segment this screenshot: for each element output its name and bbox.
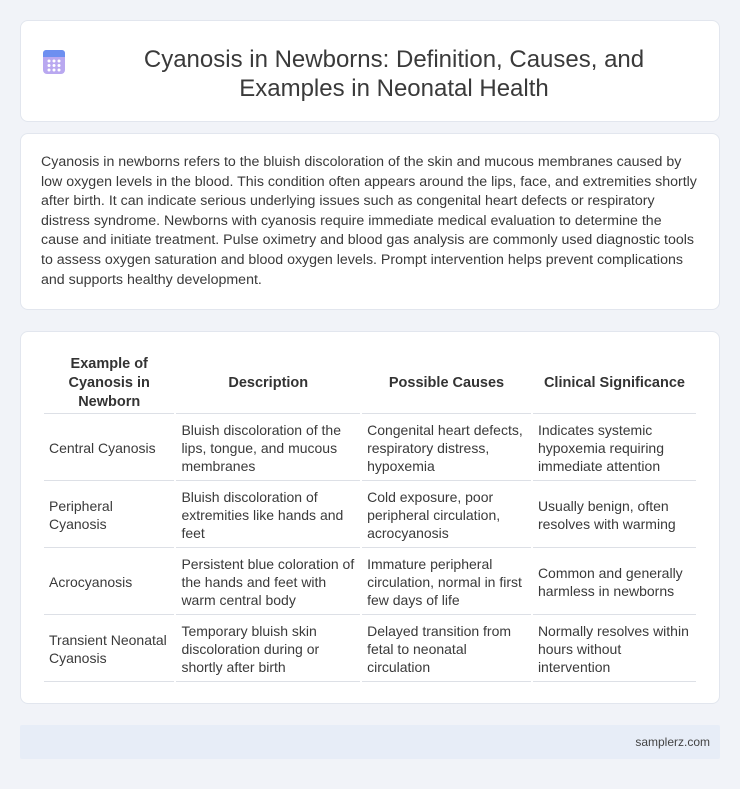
table-cell: Delayed transition from fetal to neonatal circulation <box>362 617 531 682</box>
column-header-description: Description <box>176 353 360 414</box>
table-cell: Normally resolves within hours without intervention <box>533 617 696 682</box>
table-cell: Temporary bluish skin discoloration during or shortly after birth <box>176 617 360 682</box>
table-cell: Cold exposure, poor peripheral circulation, acrocyanosis <box>362 483 531 548</box>
column-header-significance: Clinical Significance <box>533 353 696 414</box>
table-row <box>44 550 696 615</box>
table-cell: Central Cyanosis <box>44 416 174 481</box>
table-cell: Congenital heart defects, respiratory distress, hypoxemia <box>362 416 531 481</box>
page-title: Cyanosis in Newborns: Definition, Causes, and Examples in Neonatal Health <box>143 46 645 102</box>
column-header-example: Example of Cyanosis in Newborn <box>44 353 174 414</box>
table-cell: Bluish discoloration of extremities like hands and feet <box>176 483 360 548</box>
cyanosis-table <box>42 351 698 684</box>
table-header-row <box>44 353 696 414</box>
table-row <box>44 617 696 682</box>
table-cell: Indicates systemic hypoxemia requiring immediate attention <box>533 416 696 481</box>
calculator-icon <box>41 49 67 75</box>
column-header-causes: Possible Causes <box>362 353 531 414</box>
table-cell: Transient Neonatal Cyanosis <box>44 617 174 682</box>
table-row <box>44 416 696 481</box>
footer-bar <box>20 725 720 759</box>
table-cell: Acrocyanosis <box>44 550 174 615</box>
table-cell: Common and generally harmless in newborns <box>533 550 696 615</box>
table-cell: Bluish discoloration of the lips, tongue, and mucous membranes <box>176 416 360 481</box>
table-cell: Usually benign, often resolves with warming <box>533 483 696 548</box>
intro-paragraph: Cyanosis in newborns refers to the bluish discoloration of the skin and mucous membranes caused by low oxygen levels in the blood. This condition often appears around the lips, face, and extremities shortly after birth. It can indicate serious underlying issues such as congenital heart defects or respiratory distress syndrome. Newborns with cyanosis require immediate medical evaluation to determine the cause and initiate treatment. Pulse oximetry and blood gas analysis are commonly used diagnostic tools to assess oxygen saturation and blood oxygen levels. Prompt intervention helps prevent complications and supports healthy development. <box>41 154 697 288</box>
table-cell: Persistent blue coloration of the hands and feet with warm central body <box>176 550 360 615</box>
table-cell: Peripheral Cyanosis <box>44 483 174 548</box>
intro-card <box>20 133 720 310</box>
table-card <box>20 331 720 704</box>
footer-site-link[interactable]: samplerz.com <box>635 735 710 749</box>
title-wrap <box>21 21 719 103</box>
table-row <box>44 483 696 548</box>
title-card <box>20 20 720 122</box>
table-cell: Immature peripheral circulation, normal in first few days of life <box>362 550 531 615</box>
